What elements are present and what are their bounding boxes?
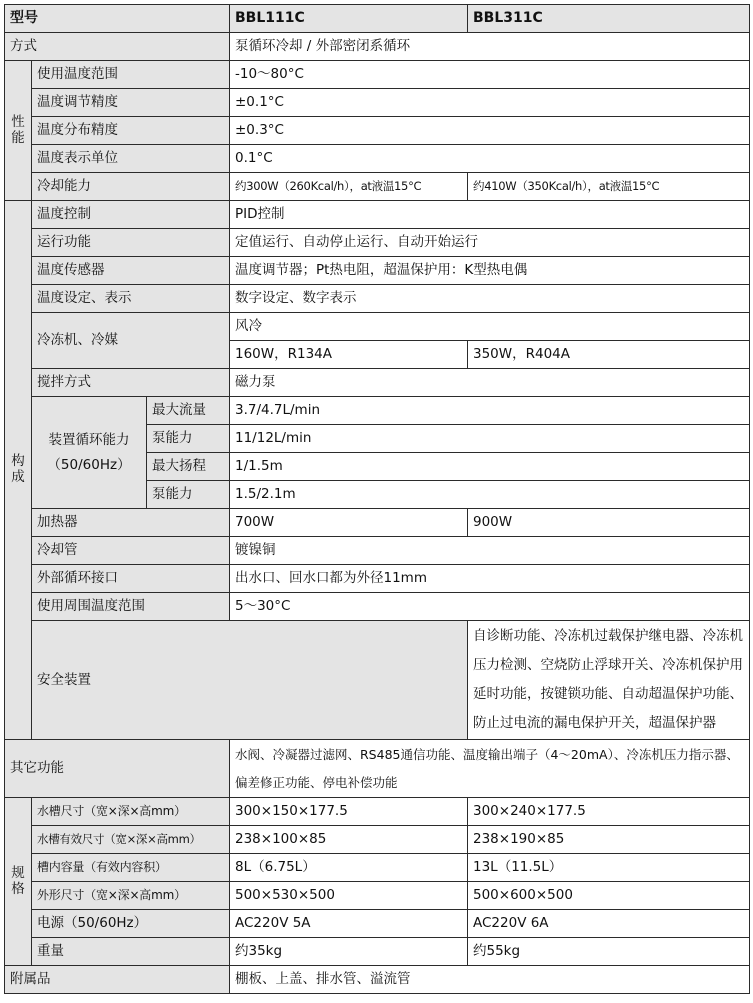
spec-row [5, 882, 750, 910]
cooling-row [5, 173, 750, 201]
spec-label: 槽内容量（有效内容积） [32, 854, 230, 882]
row-value: ±0.1°C [230, 89, 750, 117]
row-value: ±0.3°C [230, 117, 750, 145]
model-bbl311c: BBL311C [468, 5, 750, 33]
safety-row [5, 621, 750, 740]
row-label: 使用周围温度范围 [32, 593, 230, 621]
struct-row [5, 369, 750, 397]
section-char: 性 [11, 113, 25, 130]
perf-row [5, 61, 750, 89]
spec-value-111: 8L（6.75L） [230, 854, 468, 882]
spec-value-111: 500×530×500 [230, 882, 468, 910]
refrigerator-type: 风冷 [230, 313, 750, 341]
spec-value-311: AC220V 6A [468, 910, 750, 938]
row-value: 磁力泵 [230, 369, 750, 397]
section-char: 格 [11, 880, 25, 897]
structure-section [5, 201, 32, 740]
spec-label: 水槽尺寸（宽×深×高mm） [32, 798, 230, 826]
sub-value: 11/12L/min [230, 425, 750, 453]
row-label: 温度设定、表示 [32, 285, 230, 313]
accessories-row [5, 966, 750, 994]
row-label: 运行功能 [32, 229, 230, 257]
spec-value-111: 300×150×177.5 [230, 798, 468, 826]
perf-row [5, 89, 750, 117]
struct-row [5, 229, 750, 257]
other-value: 水阀、冷凝器过滤网、RS485通信功能、温度输出端子（4～20mA）、冷冻机压力指示器、偏差修正功能、停电补偿功能 [230, 740, 750, 798]
cooling-label: 冷却能力 [32, 173, 230, 201]
perf-row [5, 117, 750, 145]
row-label: 温度传感器 [32, 257, 230, 285]
row-label: 使用温度范围 [32, 61, 230, 89]
sub-label: 泵能力 [147, 425, 230, 453]
cooling-value-311: 约410W（350Kcal/h），at液温15°C [468, 173, 750, 201]
model-label: 型号 [5, 5, 230, 33]
method-row [5, 33, 750, 61]
section-char: 成 [11, 469, 25, 485]
row-label: 外部循环接口 [32, 565, 230, 593]
struct-row [5, 537, 750, 565]
struct-row [5, 257, 750, 285]
sub-value: 1/1.5m [230, 453, 750, 481]
row-label: 温度分布精度 [32, 117, 230, 145]
spec-value-311: 13L（11.5L） [468, 854, 750, 882]
row-value: 温度调节器；Pt热电阻，超温保护用：K型热电偶 [230, 257, 750, 285]
row-value: 出水口、回水口都为外径11mm [230, 565, 750, 593]
sub-label: 泵能力 [147, 481, 230, 509]
spec-row [5, 798, 750, 826]
row-value: 数字设定、数字表示 [230, 285, 750, 313]
refrigerator-311: 350W，R404A [468, 341, 750, 369]
sub-label: 最大扬程 [147, 453, 230, 481]
struct-row [5, 313, 750, 341]
header-row [5, 5, 750, 33]
struct-row [5, 593, 750, 621]
perf-row [5, 145, 750, 173]
row-value: -10～80°C [230, 61, 750, 89]
spec-value-111: AC220V 5A [230, 910, 468, 938]
performance-section [5, 61, 32, 201]
other-label: 其它功能 [5, 740, 230, 798]
safety-value: 自诊断功能、冷冻机过载保护继电器、冷冻机压力检测、空烧防止浮球开关、冷冻机保护用延时功能，按键锁功能、自动超温保护功能、防止过电流的漏电保护开关，超温保护器 [468, 621, 750, 740]
safety-label: 安全装置 [32, 621, 468, 740]
specs-section [5, 798, 32, 966]
spec-value-311: 500×600×500 [468, 882, 750, 910]
spec-value-311: 238×190×85 [468, 826, 750, 854]
row-value: 镀镍铜 [230, 537, 750, 565]
sub-value: 1.5/2.1m [230, 481, 750, 509]
method-value: 泵循环冷却 / 外部密闭系循环 [230, 33, 750, 61]
refrigerator-111: 160W，R134A [230, 341, 468, 369]
section-char: 能 [11, 129, 25, 146]
row-value: 5～30°C [230, 593, 750, 621]
row-value: 0.1°C [230, 145, 750, 173]
struct-row [5, 509, 750, 537]
row-label: 冷却管 [32, 537, 230, 565]
spec-label: 电源（50/60Hz） [32, 910, 230, 938]
model-bbl111c: BBL111C [230, 5, 468, 33]
sub-value: 3.7/4.7L/min [230, 397, 750, 425]
sub-label: 最大流量 [147, 397, 230, 425]
spec-row [5, 910, 750, 938]
row-value: 定值运行、自动停止运行、自动开始运行 [230, 229, 750, 257]
heater-311: 900W [468, 509, 750, 537]
row-label: 温度控制 [32, 201, 230, 229]
circulation-label [32, 397, 147, 509]
row-label: 搅拌方式 [32, 369, 230, 397]
spec-value-311: 约55kg [468, 938, 750, 966]
spec-value-111: 约35kg [230, 938, 468, 966]
accessories-value: 棚板、上盖、排水管、溢流管 [230, 966, 750, 994]
refrigerator-label: 冷冻机、冷媒 [32, 313, 230, 369]
spec-table [4, 4, 750, 994]
spec-row [5, 854, 750, 882]
spec-value-311: 300×240×177.5 [468, 798, 750, 826]
section-char: 构 [11, 453, 25, 470]
row-label: 加热器 [32, 509, 230, 537]
spec-label: 水槽有效尺寸（宽×深×高mm） [32, 826, 230, 854]
accessories-label: 附属品 [5, 966, 230, 994]
row-value: PID控制 [230, 201, 750, 229]
spec-label: 重量 [32, 938, 230, 966]
spec-value-111: 238×100×85 [230, 826, 468, 854]
section-char: 规 [11, 864, 25, 881]
row-label: 温度调节精度 [32, 89, 230, 117]
spec-label: 外形尺寸（宽×深×高mm） [32, 882, 230, 910]
other-row [5, 740, 750, 798]
spec-row [5, 938, 750, 966]
struct-row [5, 285, 750, 313]
circulation-label-line2: （50/60Hz） [47, 456, 131, 473]
circulation-label-line1: 装置循环能力 [48, 431, 130, 448]
cooling-value-111: 约300W（260Kcal/h），at液温15°C [230, 173, 468, 201]
struct-row [5, 565, 750, 593]
heater-111: 700W [230, 509, 468, 537]
spec-row [5, 826, 750, 854]
row-label: 温度表示单位 [32, 145, 230, 173]
method-label: 方式 [5, 33, 230, 61]
struct-row [5, 397, 750, 425]
struct-row [5, 201, 750, 229]
